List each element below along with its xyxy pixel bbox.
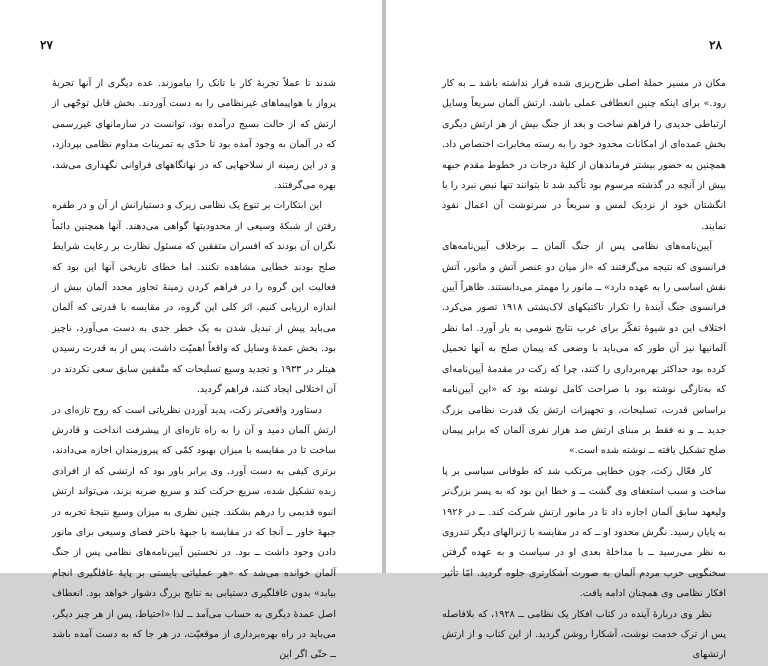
paragraph: نظر وی دربارهٔ آینده در کتاب افکار یک نظامی ــ ۱۹۲۸، که بلافاصله پس از ترک خدمت نوشت، آشکارا روشن گردید. از این کتاب و از ارتش ارتشهای (442, 608, 726, 661)
left-page-text (52, 74, 336, 666)
paragraph: شدند تا عملاً تجربهٔ کار با تانک را بیاموزند. عده دیگری از آنها تجربهٔ پرواز با هواپیماهای غیرنظامی را به دست آوردند. بخش قابل توجّهی از ارتش که از حالت بسیج درآمده بود، توانست در سازمانهای غیررسمی که در آلمان به وجود آمده بود تا حدّی به تمرینات مداوم نظامی بپردازد، و در این زمینه از سلاحهایی که در نهانگاههای فراوانی نگهداری می‌شد، بهره می‌گرفتند. (52, 78, 336, 192)
paragraph: دستاورد واقعی‌تر زکت، پدید آوردن نظریاتی است که روح تازه‌ای در ارتش آلمان دمید و آن را به راه تازه‌ای از پیشرفت انداخت و قادرش ساخت تا در مقایسه با میزان بهبود کمّی که پیروزمندان اجازه می‌دادند، برتری کیفی به دست آورد. وی برابر باور بود که ارتشی که از افرادی زبده تشکیل شده، سریع حرکت کند و سریع ضربه بزند، می‌تواند ارتش انبوه قدیمی را درهم بشکند. چنین نظری به میزان وسیع نتیجهٔ تجربه در جبههٔ خاور ــ آنجا که در مقایسه با جبههٔ باختر فضای وسیعی برای مانور دادن وجود داشت ــ بود. در نخستین آیین‌نامه‌های نظامی پس از جنگ آلمان خوانده می‌شد که «هر عملیاتی بایستی بر پایهٔ غافلگیری انجام بیابد» بدون غافلگیری دستیابی به نتایج بزرگ دشوار خواهد بود. انعطاف اصل عمدهٔ دیگری به حساب می‌آمد ــ لذا «احتیاط، پس از هر چیز دیگر، می‌باید در راه بهره‌برداری از موقعیّت، در هر جا که به دست آمده باشد ــ حتّی اگر این (52, 404, 336, 661)
left-page (0, 0, 382, 661)
paragraph: این ابتکارات بر تنوع یک نظامی زیرک و دستیارانش از آن و در طفره رفتن از شبکهٔ وسیعی از محدودیتها گواهی می‌دهند. آنها همچنین دائماً نگران آن بودند که افسران متفقین که مسئول نظارت بر رعایت شرایط صلح بودند خطایی مشاهده نکنند. اما خطای تاریخی آنها این بود که فعالیت این گروه را در فراهم کردن زمینهٔ تجاوز مجدد آلمان بیش از اندازه ارزیابی کنیم. اثر کلی این گروه، در مقایسه با قدرتی که آلمان می‌باید پیش از تبدیل شدن به یک خطر جدی به دست می‌آورد، ناچیز بود. بخش عمدهٔ وسایل که واقعاً اهمیّت داشت، پس از به قدرت رسیدن هیتلر در ۱۹۳۳ و تجدید وسیع تسلیحات که متّفقین سابق سعی نکردند در آن اختلالی ایجاد کنند، فراهم گردید. (52, 200, 337, 396)
paragraph: کار فعّال زکت، چون خطایی مرتکب شد که طوفانی سیاسی بر پا ساخت و سبب استعفای وی گشت ــ و خطا این بود که به پسر بزرگ‌تر ولیعهد سابق آلمان اجازه داد تا در مانور ارتش شرکت کند. ــ در ۱۹۲۶ به پایان رسید. نگرش محدود او ــ که در مقایسه با ژنرالهای دیگر تندروی به نظر می‌رسید ــ با مداخلهٔ بعدی او در سیاست و به عهده گرفتن سخنگویی حزب مردم آلمان به صورت آشکارتری جلوه گردید. امّا تأثیر افکار نظامی وی همچنان ادامه یافت. (442, 465, 726, 600)
page-number-left: ۲۷ (40, 38, 53, 52)
page-number-right: ۲۸ (709, 38, 722, 52)
right-page (386, 0, 768, 661)
paragraph: مکان در مسیر حملهٔ اصلی طرح‌ریزی شده قرار نداشته باشد ــ به کار رود.» برای اینکه چنین انعطافی عملی باشد، ارتش آلمان سریعاً وسایل ارتباطی جدیدی را فراهم ساخت و بعد از جنگ بیش از هر ارتش دیگری بخش عمده‌ای از امکانات محدود خود را به رسته مخابرات اختصاص داد. همچنین به حضور بیشتر فرماندهان از کلیهٔ درجات در خطوط مقدم جبهه بیش از آنچه در گذشته مرسوم بود تأکید شد تا بتوانند تنها نبض نبرد را با انگشتان خود از نزدیک لمس و سریعاً در سرنوشت آن اعمال نفوذ نمایند. (442, 78, 726, 232)
right-page-text (442, 74, 726, 666)
paragraph: آیین‌نامه‌های نظامی پس از جنگ آلمان ــ برخلاف آیین‌نامه‌های فرانسوی که نتیجه می‌گرفتند که «از میان دو عنصر آتش و مانور، آتش نقش اساسی را به عهده دارد» ــ مانور را مهمتر می‌دانستند. ظاهراً آیین فرانسوی جنگ آیندهٔ را تکرار تاکتیکهای لاک‌پشتی ۱۹۱۸ تصور می‌کرد. اختلاف این دو شیوهٔ تفکّر برای غرب نتایج شومی به بار آورد. اما نظر آلمانیها نیز آن طور که می‌باید با وضعی که پیمان صلح به آنها تحمیل کرده بود حداکثر بهره‌برداری را کنند، چرا که زکت در مقدمهٔ آیین‌نامه‌ای که به‌تازگی نوشته بود با صراحت کامل نوشته بود که «این آیین‌نامه براساس قدرت، تسلیحات، و تجهیزات ارتش یک قدرت نظامی بزرگ جدید ــ و نه فقط بر مبنای ارتش صد هزار نفری آلمان که برابر پیمان صلح تشکیل یافته ــ نوشته شده است.» (442, 241, 726, 457)
